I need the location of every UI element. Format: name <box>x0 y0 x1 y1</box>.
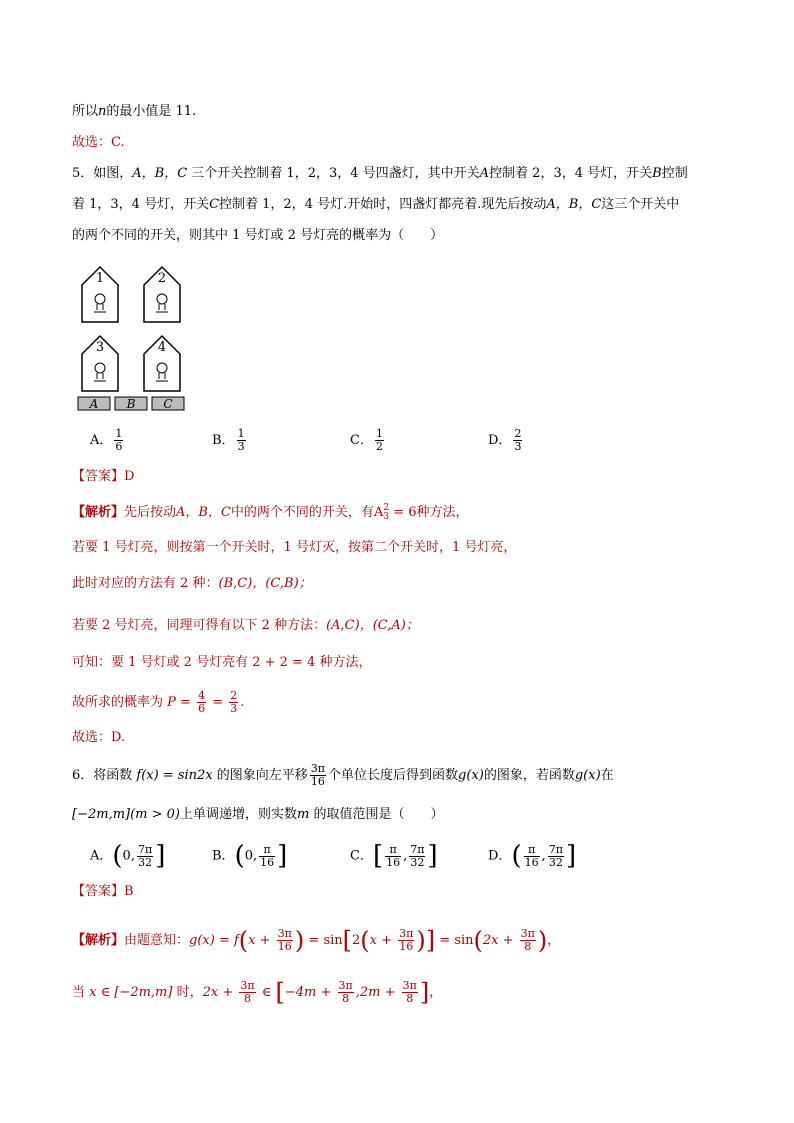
svg-text:1: 1 <box>95 271 105 286</box>
question-6-line-1: 6．将函数 f(x) = sin2x 的图象向左平移 $\frac{3\pi}{16}$ 个单位长度后得到函数g(x)的图象，若函数g(x)在 <box>72 762 614 788</box>
explanation-6-line-2: 当 x ∈ [−2m,m] 时，2x + $\frac{3\pi}{8}$ ∈ [−4m + $\frac{3\pi}{8}$ ,2m + $\frac{3\pi}{8}$ ]， <box>72 978 443 1007</box>
option-d: D． $\frac{2}{3}$ <box>488 427 522 453</box>
switch-B <box>115 397 147 411</box>
question-5-line-3: 的两个不同的开关，则其中 1 号灯或 2 号灯亮的概率为（ ） <box>72 228 444 243</box>
option-6b: B．(0, $\frac{\pi}{16}$ ] <box>212 841 288 871</box>
answer-choice-line: 故选：C. <box>72 135 125 150</box>
answer-5: 【答案】D <box>72 469 135 484</box>
option-b: B． $\frac{1}{3}$ <box>212 427 245 453</box>
lamp-4-icon <box>144 336 180 391</box>
option-6d: D．( $\frac{\pi}{16}$ , $\frac{7\pi}{32}$ ] <box>488 841 577 871</box>
explanation-5-line-4: 若要 2 号灯亮，同理可得有以下 2 种方法：(A,C)，(C,A)； <box>72 618 419 633</box>
question-5-line-1: 5．如图，A，B，C 三个开关控制着 1，2，3，4 号四盏灯，其中开关A控制着 2，3，4 号灯，开关B控制 <box>72 166 688 181</box>
option-6a: A．(0, $\frac{7\pi}{32}$ ] <box>90 841 166 871</box>
explanation-5-line-5: 可知：要 1 号灯或 2 号灯亮有 2 + 2 = 4 种方法， <box>72 655 372 670</box>
switch-A <box>78 397 110 411</box>
svg-text:A: A <box>89 397 99 411</box>
lamp-2-icon <box>144 267 180 322</box>
explanation-6-line-1: 【解析】由题意知：g(x) = f(x + $\frac{3\pi}{16}$ ) = sin[2(x + $\frac{3\pi}{16}$ )] = sin(2x + $\frac{3\pi}{8}$ )， <box>72 926 561 955</box>
lamp-1-icon <box>82 267 118 322</box>
option-c: C． $\frac{1}{2}$ <box>350 427 383 453</box>
switch-C <box>152 397 184 411</box>
lamp-3-icon <box>82 336 118 391</box>
svg-text:C: C <box>163 397 173 411</box>
option-a: A． $\frac{1}{6}$ <box>90 427 123 453</box>
svg-text:B: B <box>126 397 136 411</box>
svg-text:2: 2 <box>157 271 167 286</box>
option-6c: C．[ $\frac{\pi}{16}$ , $\frac{7\pi}{32}$ ] <box>350 841 438 871</box>
svg-text:3: 3 <box>95 340 105 355</box>
svg-text:4: 4 <box>157 340 167 355</box>
selection-5: 故选：D. <box>72 730 126 745</box>
lamp-switch-figure <box>76 262 196 412</box>
explanation-5-line-3: 此时对应的方法有 2 种：(B,C)，(C,B)； <box>72 576 312 591</box>
question-6-line-2: [−2m,m](m > 0)上单调递增，则实数m 的取值范围是（ ） <box>72 807 444 822</box>
explanation-5-line-1: 【解析】先后按动A，B，C中的两个不同的开关，有A 2 3 = 6种方法， <box>72 502 469 522</box>
explanation-5-line-6: 故所求的概率为 P = $\frac{4}{6}$ = $\frac{2}{3}$ . <box>72 689 245 715</box>
answer-6: 【答案】B <box>72 884 134 899</box>
text-line: 所以n的最小值是 11. <box>72 104 197 119</box>
question-5-line-2: 着 1，3，4 号灯，开关C控制着 1，2，4 号灯.开始时，四盏灯都亮着.现先后按动A，B，C这三个开关中 <box>72 197 680 212</box>
explanation-5-line-2: 若要 1 号灯亮，则按第一个开关时，1 号灯灭，按第二个开关时，1 号灯亮， <box>72 540 517 555</box>
